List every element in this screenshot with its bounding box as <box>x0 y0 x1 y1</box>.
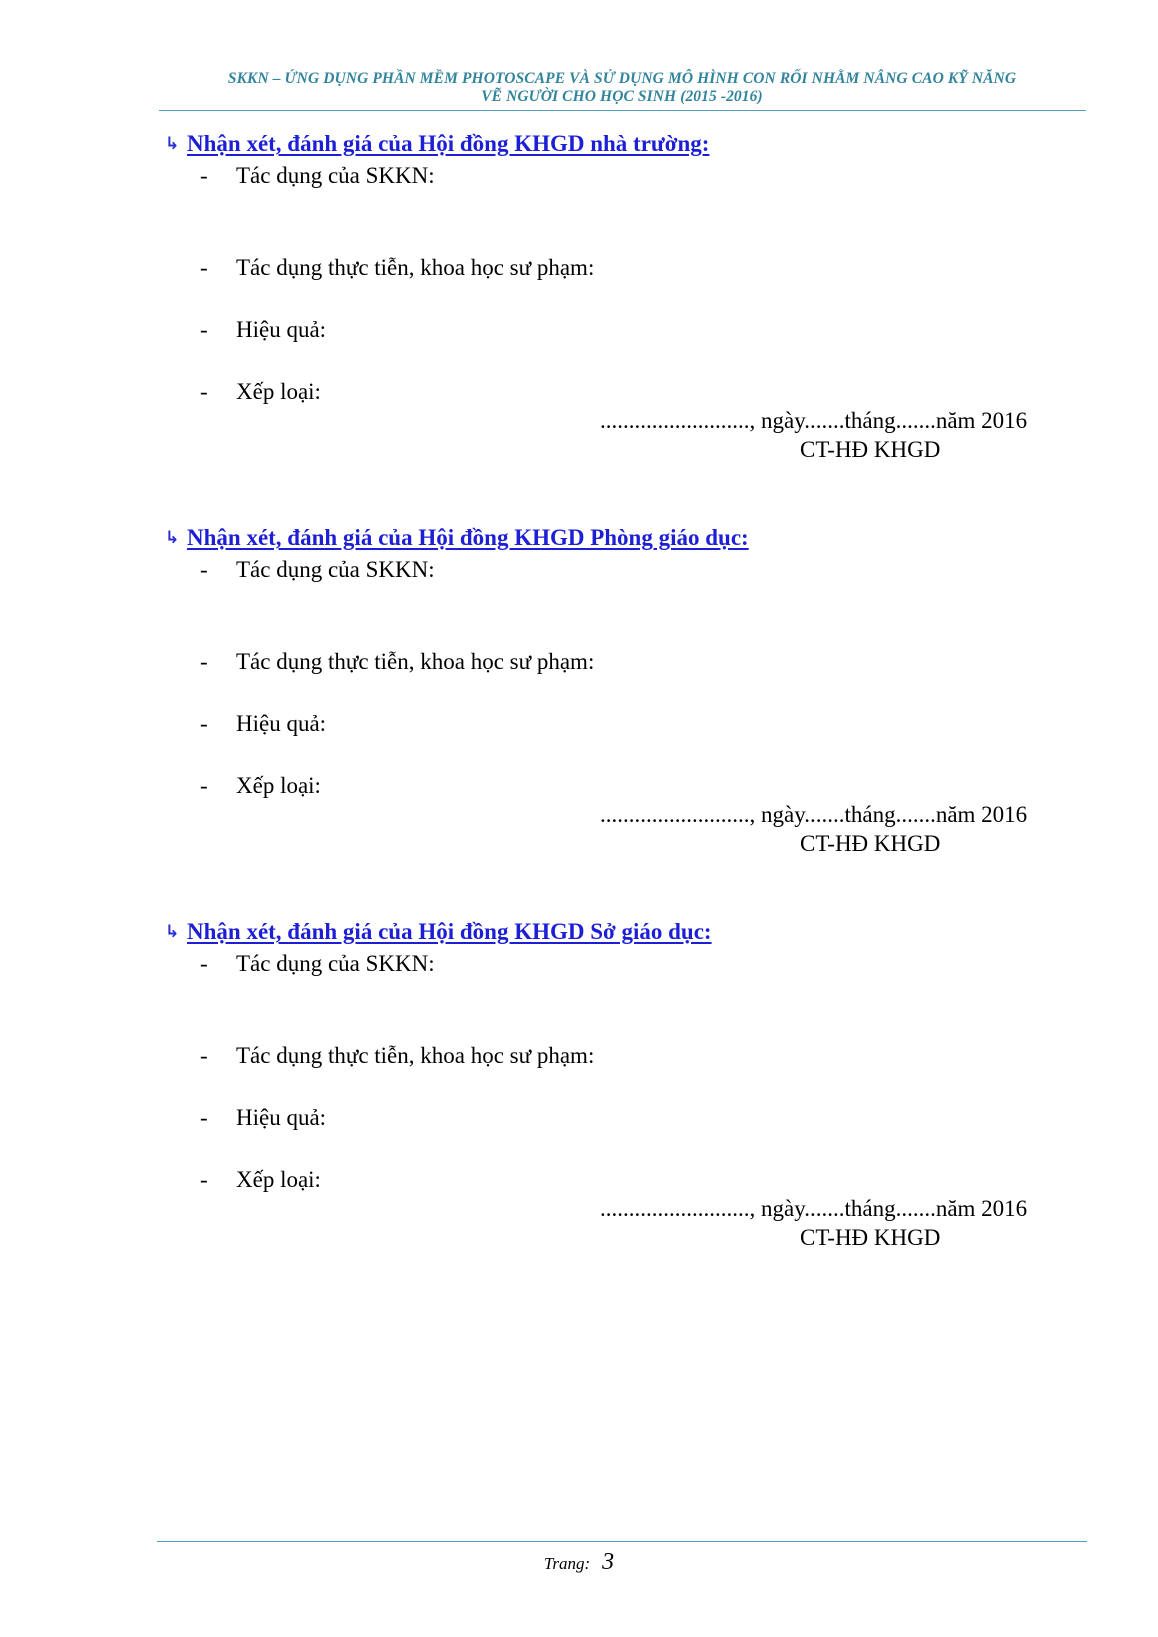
bullet-dash: - <box>200 255 208 280</box>
section-heading-text: Nhận xét, đánh giá của Hội đồng KHGD Sở giáo dục: <box>187 919 712 944</box>
review-item-label: Tác dụng thực tiễn, khoa học sư phạm: <box>236 1043 595 1068</box>
section-heading-text: Nhận xét, đánh giá của Hội đồng KHGD Phòng giáo dục: <box>187 525 749 550</box>
page-label: Trang: <box>543 1554 591 1573</box>
section-heading-text: Nhận xét, đánh giá của Hội đồng KHGD nhà trường: <box>187 131 710 156</box>
signature-date-line: .........................., ngày.......tháng.......năm 2016 <box>600 802 1028 827</box>
bullet-dash: - <box>200 649 208 674</box>
bullet-dash: - <box>200 317 208 342</box>
signer-title: CT-HĐ KHGD <box>800 1225 941 1250</box>
signer-title: CT-HĐ KHGD <box>800 831 941 856</box>
running-header-line-1: SKKN – ỨNG DỤNG PHẦN MỀM PHOTOSCAPE VÀ SỬ DỤNG MÔ HÌNH CON RỐI NHẰM NÂNG CAO KỸ NĂNG <box>227 70 1017 87</box>
page-number: 3 <box>602 1549 615 1575</box>
arrow-icon: ↳ <box>165 134 180 154</box>
bullet-dash: - <box>200 773 208 798</box>
review-item-label: Tác dụng của SKKN: <box>236 557 435 582</box>
arrow-icon: ↳ <box>165 528 180 548</box>
review-item-label: Tác dụng thực tiễn, khoa học sư phạm: <box>236 649 595 674</box>
running-header <box>160 70 1084 106</box>
review-item-label: Tác dụng thực tiễn, khoa học sư phạm: <box>236 255 595 280</box>
review-item-label: Hiệu quả: <box>236 317 327 342</box>
review-item-label: Xếp loại: <box>236 1167 321 1192</box>
signer-title: CT-HĐ KHGD <box>800 437 941 462</box>
section-heading <box>165 130 709 158</box>
review-item-label: Hiệu quả: <box>236 1105 327 1130</box>
bullet-dash: - <box>200 711 208 736</box>
review-item-label: Xếp loại: <box>236 773 321 798</box>
section-heading <box>165 918 712 946</box>
header-divider <box>159 110 1086 111</box>
review-item-label: Tác dụng của SKKN: <box>236 163 435 188</box>
bullet-dash: - <box>200 951 208 976</box>
bullet-dash: - <box>200 163 208 188</box>
arrow-icon: ↳ <box>165 922 180 942</box>
bullet-dash: - <box>200 557 208 582</box>
review-item-label: Hiệu quả: <box>236 711 327 736</box>
running-header-line-2: VẼ NGƯỜI CHO HỌC SINH (2015 -2016) <box>481 88 763 105</box>
page-footer <box>0 1549 1158 1576</box>
section-heading <box>165 524 749 552</box>
review-item-label: Xếp loại: <box>236 379 321 404</box>
footer-divider <box>157 1541 1087 1542</box>
bullet-dash: - <box>200 1105 208 1130</box>
bullet-dash: - <box>200 379 208 404</box>
bullet-dash: - <box>200 1043 208 1068</box>
signature-date-line: .........................., ngày.......tháng.......năm 2016 <box>600 408 1028 433</box>
signature-date-line: .........................., ngày.......tháng.......năm 2016 <box>600 1196 1028 1221</box>
review-item-label: Tác dụng của SKKN: <box>236 951 435 976</box>
bullet-dash: - <box>200 1167 208 1192</box>
